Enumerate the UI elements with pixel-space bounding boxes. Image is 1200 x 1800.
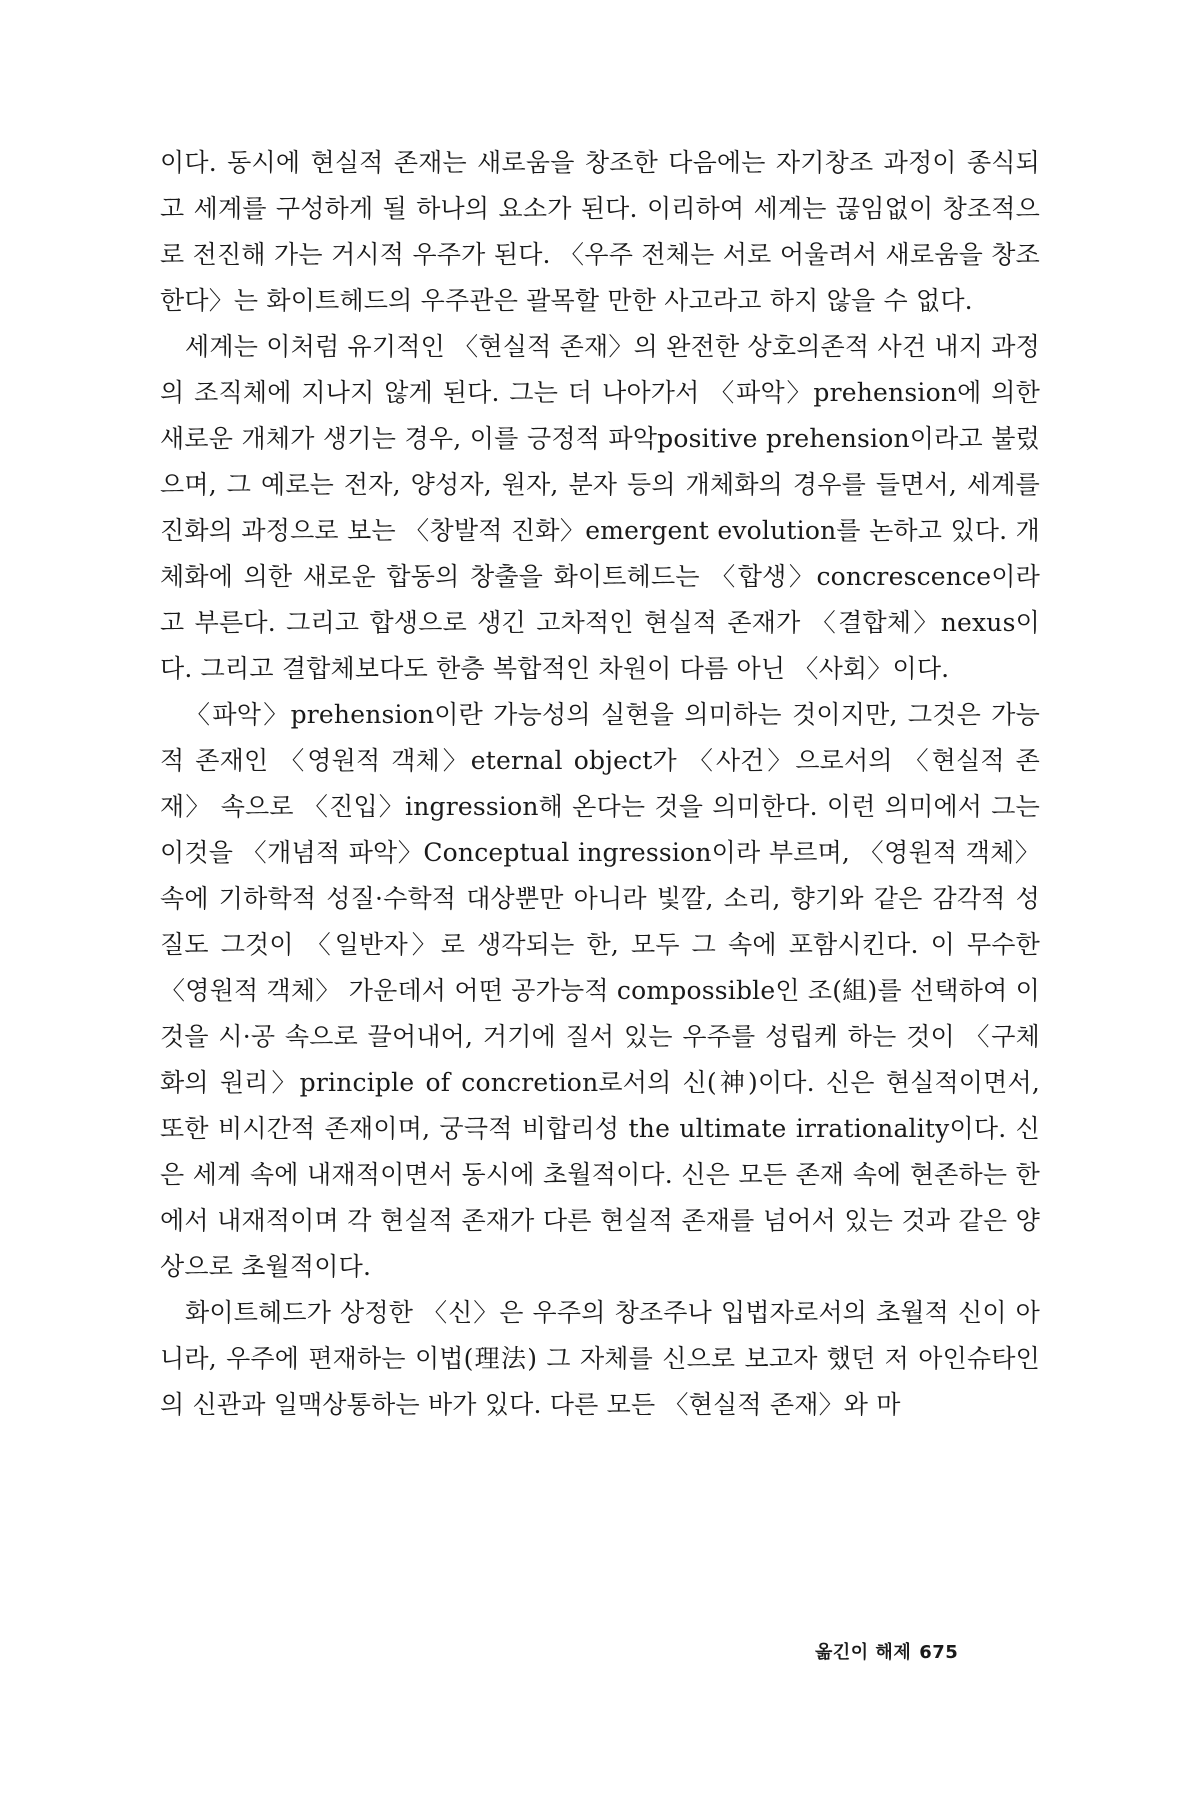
- running-footer: [815, 1638, 958, 1664]
- paragraph-1: 이다. 동시에 현실적 존재는 새로움을 창조한 다음에는 자기창조 과정이 종식되고 세계를 구성하게 될 하나의 요소가 된다. 이리하여 세계는 끊임없이 창조적으로 전진해 가는 거시적 우주가 된다. 〈우주 전체는 서로 어울려서 새로움을 창조한다〉는 화이트헤드의 우주관은 괄목할 만한 사고라고 하지 않을 수 없다.: [160, 148, 1040, 315]
- paragraph-4: 화이트헤드가 상정한 〈신〉은 우주의 창조주나 입법자로서의 초월적 신이 아니라, 우주에 편재하는 이법(理法) 그 자체를 신으로 보고자 했던 저 아인슈타인의 신관과 일맥상통하는 바가 있다. 다른 모든 〈현실적 존재〉와 마: [160, 1298, 1040, 1419]
- paragraph-2: 세계는 이처럼 유기적인 〈현실적 존재〉의 완전한 상호의존적 사건 내지 과정의 조직체에 지나지 않게 된다. 그는 더 나아가서 〈파악〉prehension에 의한 새로운 개체가 생기는 경우, 이를 긍정적 파악positive prehension이라고 불렀으며, 그 예로는 전자, 양성자, 원자, 분자 등의 개체화의 경우를 들면서, 세계를 진화의 과정으로 보는 〈창발적 진화〉emergent evolution를 논하고 있다. 개체화에 의한 새로운 합동의 창출을 화이트헤드는 〈합생〉concrescence이라고 부른다. 그리고 합생으로 생긴 고차적인 현실적 존재가 〈결합체〉nexus이다. 그리고 결합체보다도 한층 복합적인 차원이 다름 아닌 〈사회〉이다.: [160, 332, 1040, 683]
- body-text: [160, 140, 1040, 1428]
- section-label: 옮긴이 해제: [815, 1642, 912, 1663]
- paragraph-3: 〈파악〉prehension이란 가능성의 실현을 의미하는 것이지만, 그것은 가능적 존재인 〈영원적 객체〉eternal object가 〈사건〉으로서의 〈현실적 존재〉 속으로 〈진입〉ingression해 온다는 것을 의미한다. 이런 의미에서 그는 이것을 〈개념적 파악〉Conceptual ingression이라 부르며, 〈영원적 객체〉 속에 기하학적 성질·수학적 대상뿐만 아니라 빛깔, 소리, 향기와 같은 감각적 성질도 그것이 〈일반자〉로 생각되는 한, 모두 그 속에 포함시킨다. 이 무수한 〈영원적 객체〉 가운데서 어떤 공가능적 compossible인 조(組)를 선택하여 이것을 시·공 속으로 끌어내어, 거기에 질서 있는 우주를 성립케 하는 것이 〈구체화의 원리〉principle of concretion로서의 신(神)이다. 신은 현실적이면서, 또한 비시간적 존재이며, 궁극적 비합리성 the ultimate irrationality이다. 신은 세계 속에 내재적이면서 동시에 초월적이다. 신은 모든 존재 속에 현존하는 한에서 내재적이며 각 현실적 존재가 다른 현실적 존재를 넘어서 있는 것과 같은 양상으로 초월적이다.: [160, 700, 1040, 1281]
- page-number: 675: [919, 1642, 959, 1663]
